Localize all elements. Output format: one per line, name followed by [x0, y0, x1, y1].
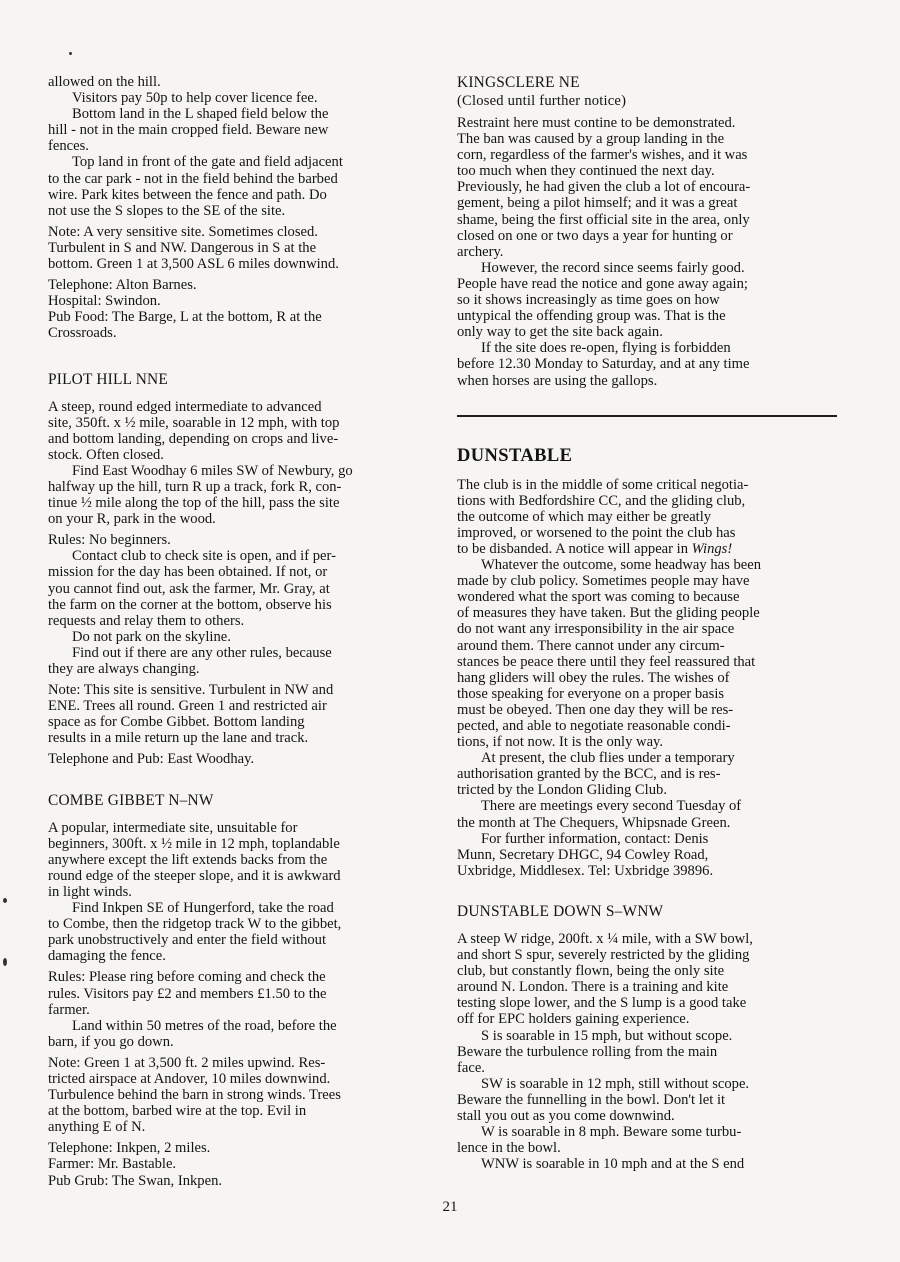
note-line: Note: Green 1 at 3,500 ft. 2 miles upwind. Res-	[48, 1054, 326, 1071]
text-line: Bottom land in the L shaped field below the	[72, 106, 329, 123]
rules-line: Rules: No beginners.	[48, 532, 171, 549]
text-line: allowed on the hill.	[48, 74, 161, 90]
text-line: on your R, park in the wood.	[48, 511, 216, 528]
page-number: 21	[442, 1199, 458, 1215]
note-line: results in a mile return up the lane and track.	[48, 730, 309, 747]
left-column	[48, 74, 426, 1189]
text-line: However, the record since seems fairly good.	[481, 259, 745, 276]
text-line: damaging the fence.	[48, 948, 166, 965]
text-line: The club is in the middle of some critical negotia-	[457, 476, 749, 493]
rules-line: Find out if there are any other rules, because	[72, 644, 332, 661]
text-line: do not want any irresponsibility in the air space	[457, 621, 735, 638]
note-line: Note: This site is sensitive. Turbulent in NW and	[48, 682, 334, 699]
text-line: shame, being the first official site in the area, only	[457, 211, 750, 228]
text-line: tinue ½ mile along the top of the hill, pass the site	[48, 495, 340, 512]
text-line: For further information, contact: Denis	[481, 830, 709, 847]
text-line: when horses are using the gallops.	[457, 372, 658, 389]
text-line: lence in the bowl.	[457, 1140, 561, 1157]
italic-title: Wings!	[691, 540, 733, 557]
section-heading: COMBE GIBBET N–NW	[48, 791, 214, 809]
text-line: gement, being a pilot himself; and it was a great	[457, 195, 738, 212]
text-line: A steep, round edged intermediate to advanced	[48, 398, 322, 415]
text-line: around N. London. There is a training and kite	[457, 979, 729, 996]
note-line: at the bottom, barbed wire at the top. Evil in	[48, 1103, 307, 1120]
contact-line: Pub Grub: The Swan, Inkpen.	[48, 1172, 223, 1189]
text-line: The ban was caused by a group landing in the	[457, 131, 725, 148]
note-line: bottom. Green 1 at 3,500 ASL 6 miles downwind.	[48, 256, 339, 273]
text-line: Find East Woodhay 6 miles SW of Newbury, go	[72, 462, 353, 479]
section-subheading: (Closed until further notice)	[457, 93, 627, 109]
text-line: face.	[457, 1059, 485, 1076]
text-line: Uxbridge, Middlesex. Tel: Uxbridge 39896.	[457, 862, 714, 879]
intro-block	[48, 74, 426, 342]
rules-line: they are always changing.	[48, 661, 200, 677]
text-line: People have read the notice and gone away again;	[457, 275, 748, 292]
text-line: A steep W ridge, 200ft. x ¼ mile, with a SW bowl,	[457, 930, 753, 947]
text-line: improved, or worsened to the point the club has	[457, 524, 736, 541]
text-line: of measures they have taken. But the gliding people	[457, 605, 760, 622]
text-line: archery.	[457, 243, 504, 260]
text-line: tions, if not now. It is the only way.	[457, 734, 664, 751]
text-line: Top land in front of the gate and field adjacent	[72, 154, 343, 171]
text-line: anywhere except the lift extends backs from the	[48, 851, 328, 868]
text-line: pected, and able to negotiate reasonable condi-	[457, 718, 731, 734]
text-line: stances be peace there until they feel reassured that	[457, 653, 756, 670]
text-line: too much when they continued the next day.	[457, 163, 715, 180]
text-line: park unobstructively and enter the field without	[48, 932, 327, 949]
section-heading: KINGSCLERE NE	[457, 74, 580, 91]
text-line: in light winds.	[48, 883, 132, 900]
text-line: the outcome of which may either be greatly	[457, 508, 712, 525]
text-line: site, 350ft. x ½ mile, soarable in 12 mph, with top	[48, 414, 340, 431]
rules-line: Contact club to check site is open, and if per-	[72, 548, 336, 565]
rules-line: you cannot find out, ask the farmer, Mr. Gray, at	[48, 580, 330, 597]
rules-line: mission for the day has been obtained. If not, or	[48, 564, 328, 581]
text-line: Whatever the outcome, some headway has been	[481, 557, 762, 574]
contact-line: Crossroads.	[48, 325, 117, 342]
contact-line: Telephone: Alton Barnes.	[48, 277, 197, 294]
text-line: hang gliders will obey the rules. The wishes of	[457, 669, 730, 686]
text-line: the month at The Chequers, Whipsnade Green.	[457, 814, 731, 831]
rules-line: farmer.	[48, 1001, 90, 1018]
note-line: Turbulent in S and NW. Dangerous in S at the	[48, 239, 317, 256]
section-dunstable	[457, 445, 837, 879]
rules-line: Land within 50 metres of the road, before the	[72, 1017, 337, 1034]
text-line: hill - not in the main cropped field. Beware new	[48, 122, 329, 139]
text-line: tricted by the London Gliding Club.	[457, 782, 667, 799]
note-line: Turbulence behind the barn in strong winds. Trees	[48, 1087, 341, 1104]
text-line: not use the S slopes to the SE of the site.	[48, 202, 286, 219]
text-line: A popular, intermediate site, unsuitable for	[48, 819, 298, 836]
text-line: authorisation granted by the BCC, and is res-	[457, 766, 721, 783]
text-line: to Combe, then the ridgetop track W to the gibbet,	[48, 916, 342, 933]
rules-line: requests and relay them to others.	[48, 612, 245, 629]
text-line: testing slope lower, and the S lump is a good take	[457, 995, 747, 1012]
text-line: At present, the club flies under a temporary	[481, 750, 735, 767]
section-heading: DUNSTABLE	[457, 445, 573, 466]
text-line: WNW is soarable in 10 mph and at the S end	[481, 1156, 745, 1173]
text-line: S is soarable in 15 mph, but without scope.	[481, 1027, 733, 1044]
text-line: wire. Park kites between the fence and path. Do	[48, 186, 327, 203]
note-line: space as for Combe Gibbet. Bottom landing	[48, 714, 305, 731]
text-line: If the site does re-open, flying is forbidden	[481, 340, 731, 357]
text-line	[457, 541, 837, 557]
text-line: around them. There cannot under any circum-	[457, 637, 725, 654]
text-line: Visitors pay 50p to help cover licence fee.	[72, 90, 318, 107]
text-line: and bottom landing, depending on crops and live-	[48, 430, 339, 447]
section-dunstable-down	[457, 903, 837, 1172]
text-line: beginners, 300ft. x ½ mile in 12 mph, toplandable	[48, 835, 340, 852]
contact-line: Farmer: Mr. Bastable.	[48, 1156, 177, 1173]
text-line: Restraint here must contine to be demonstrated.	[457, 115, 736, 131]
scan-speck	[3, 958, 7, 966]
right-column	[457, 74, 837, 1172]
text-line: must be obeyed. Then one day they will be res-	[457, 701, 734, 718]
text-line: club, but constantly flown, being the only site	[457, 963, 725, 980]
text-line: wondered what the sport was coming to because	[457, 589, 740, 606]
text-line: corn, regardless of the farmer's wishes, and it was	[457, 147, 748, 164]
text-line: made by club policy. Sometimes people may have	[457, 573, 750, 590]
text-line: halfway up the hill, turn R up a track, fork R, con-	[48, 478, 342, 495]
note-line: anything E of N.	[48, 1119, 146, 1136]
text-line: W is soarable in 8 mph. Beware some turbu-	[481, 1124, 742, 1141]
text-line: closed on one or two days a year for hunting or	[457, 227, 733, 244]
section-kingsclere	[457, 74, 837, 389]
contact-line: Telephone and Pub: East Woodhay.	[48, 751, 255, 768]
note-line: ENE. Trees all round. Green 1 and restricted air	[48, 698, 327, 715]
note-line: tricted airspace at Andover, 10 miles downwind.	[48, 1070, 331, 1087]
text-line: so it shows increasingly as time goes on how	[457, 292, 720, 309]
rules-line: Do not park on the skyline.	[72, 628, 231, 645]
text-line: only way to get the site back again.	[457, 324, 663, 341]
text-line: untypical the offending group was. That is the	[457, 308, 726, 325]
contact-line: Pub Food: The Barge, L at the bottom, R at the	[48, 309, 322, 326]
contact-line: Telephone: Inkpen, 2 miles.	[48, 1140, 211, 1157]
text-line: to the car park - not in the field behind the barbed	[48, 170, 338, 187]
text-line: Beware the turbulence rolling from the main	[457, 1043, 718, 1060]
contact-line: Hospital: Swindon.	[48, 293, 161, 310]
scan-speck	[69, 52, 72, 55]
section-heading: DUNSTABLE DOWN S–WNW	[457, 902, 664, 920]
text-line: Munn, Secretary DHGC, 94 Cowley Road,	[457, 846, 709, 863]
text-line: fences.	[48, 138, 89, 155]
rules-line: rules. Visitors pay £2 and members £1.50 to the	[48, 985, 327, 1002]
text-line: SW is soarable in 12 mph, still without scope.	[481, 1075, 750, 1092]
section-combe-gibbet	[48, 792, 426, 1189]
text-line: before 12.30 Monday to Saturday, and at any time	[457, 356, 750, 373]
text-line: There are meetings every second Tuesday of	[481, 798, 742, 815]
note-line: Note: A very sensitive site. Sometimes closed.	[48, 223, 318, 240]
text-line: tions with Bedfordshire CC, and the gliding club,	[457, 492, 746, 509]
text-line: those speaking for everyone on a proper basis	[457, 685, 725, 702]
text-fragment: to be disbanded. A notice will appear in	[457, 540, 689, 557]
text-line: Find Inkpen SE of Hungerford, take the road	[72, 900, 334, 917]
text-line: Beware the funnelling in the bowl. Don't let it	[457, 1091, 726, 1108]
rules-line: the farm on the corner at the bottom, observe his	[48, 596, 332, 613]
text-line: stock. Often closed.	[48, 446, 164, 463]
rules-line: Rules: Please ring before coming and check the	[48, 969, 326, 986]
scan-speck	[3, 898, 7, 903]
text-line: Previously, he had given the club a lot of encoura-	[457, 179, 751, 196]
section-pilot-hill	[48, 371, 426, 768]
rules-line: barn, if you go down.	[48, 1033, 174, 1050]
text-line: off for EPC holders gaining experience.	[457, 1011, 690, 1028]
section-heading: PILOT HILL NNE	[48, 370, 168, 388]
text-line: stall you out as you come downwind.	[457, 1107, 675, 1124]
text-line: and short S spur, severely restricted by the gliding	[457, 947, 750, 964]
text-line: round edge of the steeper slope, and it is awkward	[48, 867, 341, 884]
